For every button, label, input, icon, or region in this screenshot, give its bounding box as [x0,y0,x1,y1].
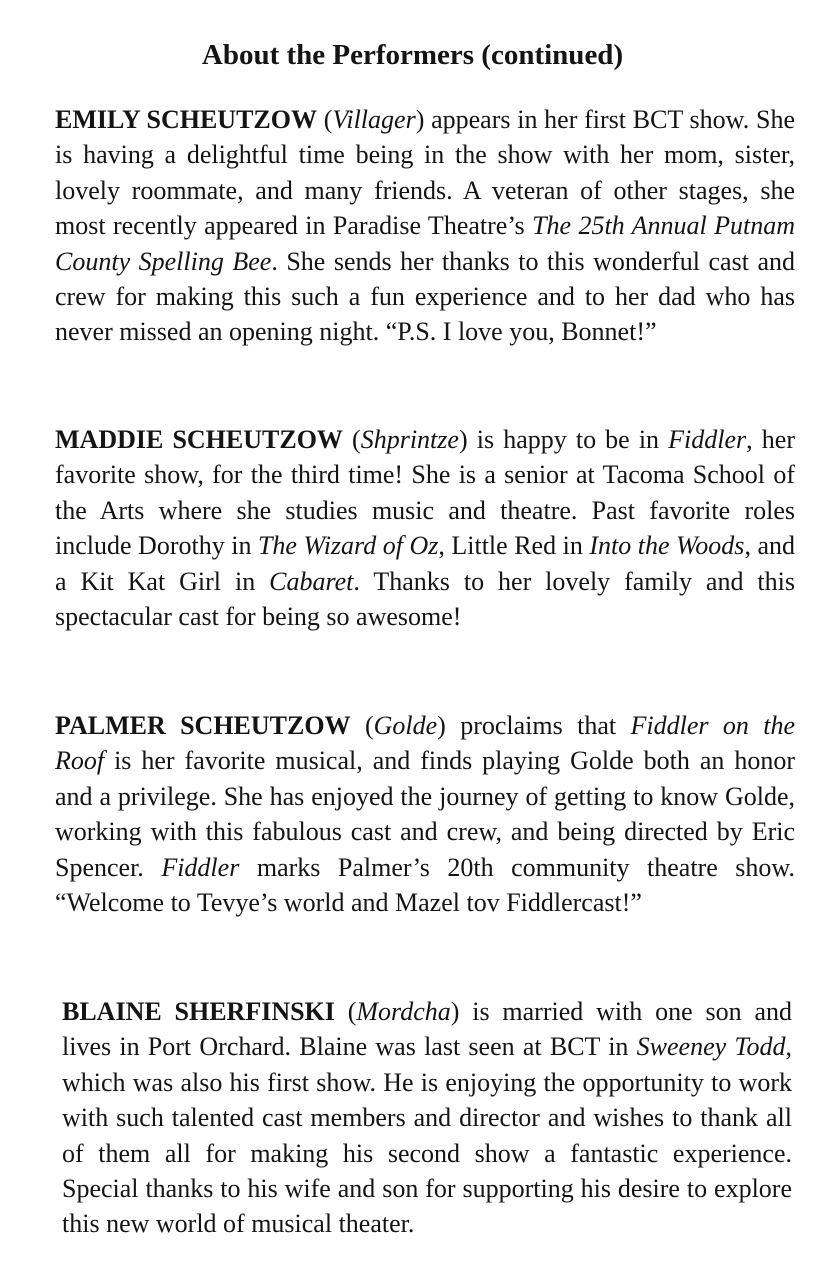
bio-text: marks Palmer’s 20th community theatre show. “Welcome to Tevye’s world and Mazel tov Fiddlercast!” [55,852,795,918]
performer-role: Shprintze [360,425,459,454]
show-title: Sweeney Todd [636,1032,786,1062]
performer-name: BLAINE SHERFINSKI [62,997,335,1026]
show-title: The 25th Annual Putnam County Spelling Bee [55,211,795,276]
bio-text: , which was also his first show. He is enjoying the opportunity to work with such talented cast members and director and wishes to thank all of them all for making his second show a fantastic experience. Special thanks to his wife and son for supporting his desire to explore this new world of musical theater. [62,1032,792,1239]
bio-text: . She sends her thanks to this wonderful cast and crew for making this such a fun experience and to her dad who has never missed an opening night. “P.S. I love you, Bonnet!” [55,246,795,347]
show-title: Fiddler [668,425,747,454]
show-title: Fiddler on the Roof [55,711,795,776]
show-title: The Wizard of Oz [257,531,439,561]
bio-text: , her favorite show, for the third time! She is a senior at Tacoma School of the Arts where she studies music and theatre. Past favorite roles include Dorothy in [55,425,795,561]
performer-role: Golde [373,711,438,740]
show-title: Into the Woods [589,531,745,561]
bio-text: is happy to be in [467,425,669,454]
bio-text: appears in her first BCT show. She is having a delightful time being in the show with her mom, sister, lovely roommate, and many friends. A veteran of other stages, she most recently appeared in Paradise Theatre’s [55,105,795,241]
performer-role: Villager [332,105,416,134]
bio-text: . Thanks to her lovely family and this spectacular cast for being so awesome! [55,566,795,632]
performer-role: Mordcha [356,997,451,1026]
performer-bio-emily-scheutzow: EMILY SCHEUTZOW (Villager) appears in her first BCT show. She is having a delightful time being in the show with her mom, sister, lovely roommate, and many friends. A veteran of other stages, she most recently appeared in Paradise Theatre’s The 25th Annual Putnam County Spelling Bee. She sends her thanks to this wonderful cast and crew for making this such a fun experience and to her dad who has never missed an opening night. “P.S. I love you, Bonnet!” [55,105,795,347]
bio-text: , Little Red in [438,531,590,561]
bio-text: is married with one son and lives in Port Orchard. Blaine was last seen at BCT in [62,997,792,1062]
bio-text: proclaims that [445,711,631,740]
performer-name: PALMER SCHEUTZOW [55,711,351,740]
show-title: Cabaret [269,566,354,596]
bio-text: , and a Kit Kat Girl in [55,531,795,596]
bio-text: is her favorite musical, and finds playing Golde both an honor and a privilege. She has enjoyed the journey of getting to know Golde, working with this fabulous cast and crew, and being directed by Eric Spencer. [55,746,795,882]
performer-name: EMILY SCHEUTZOW [55,105,317,134]
page-title: About the Performers (continued) [201,39,624,71]
show-title: Fiddler [161,852,240,882]
performer-bio-blaine-sherfinski: BLAINE SHERFINSKI (Mordcha) is married with one son and lives in Port Orchard. Blaine was last seen at BCT in Sweeney Todd, which was also his first show. He is enjoying the opportunity to work with such talented cast members and director and wishes to thank all of them all for making his second show a fantastic experience. Special thanks to his wife and son for supporting his desire to explore this new world of musical theater. [62,997,792,1239]
performer-bio-palmer-scheutzow: PALMER SCHEUTZOW (Golde) proclaims that Fiddler on the Roof is her favorite musical, and finds playing Golde both an honor and a privilege. She has enjoyed the journey of getting to know Golde, working with this fabulous cast and crew, and being directed by Eric Spencer. Fiddler marks Palmer’s 20th community theatre show. “Welcome to Tevye’s world and Mazel tov Fiddlercast!” [55,711,795,918]
performer-name: MADDIE SCHEUTZOW [55,425,343,454]
performer-bio-maddie-scheutzow: MADDIE SCHEUTZOW (Shprintze) is happy to be in Fiddler, her favorite show, for the third time! She is a senior at Tacoma School of the Arts where she studies music and theatre. Past favorite roles include Dorothy in The Wizard of Oz, Little Red in Into the Woods, and a Kit Kat Girl in Cabaret. Thanks to her lovely family and this spectacular cast for being so awesome! [55,425,795,632]
